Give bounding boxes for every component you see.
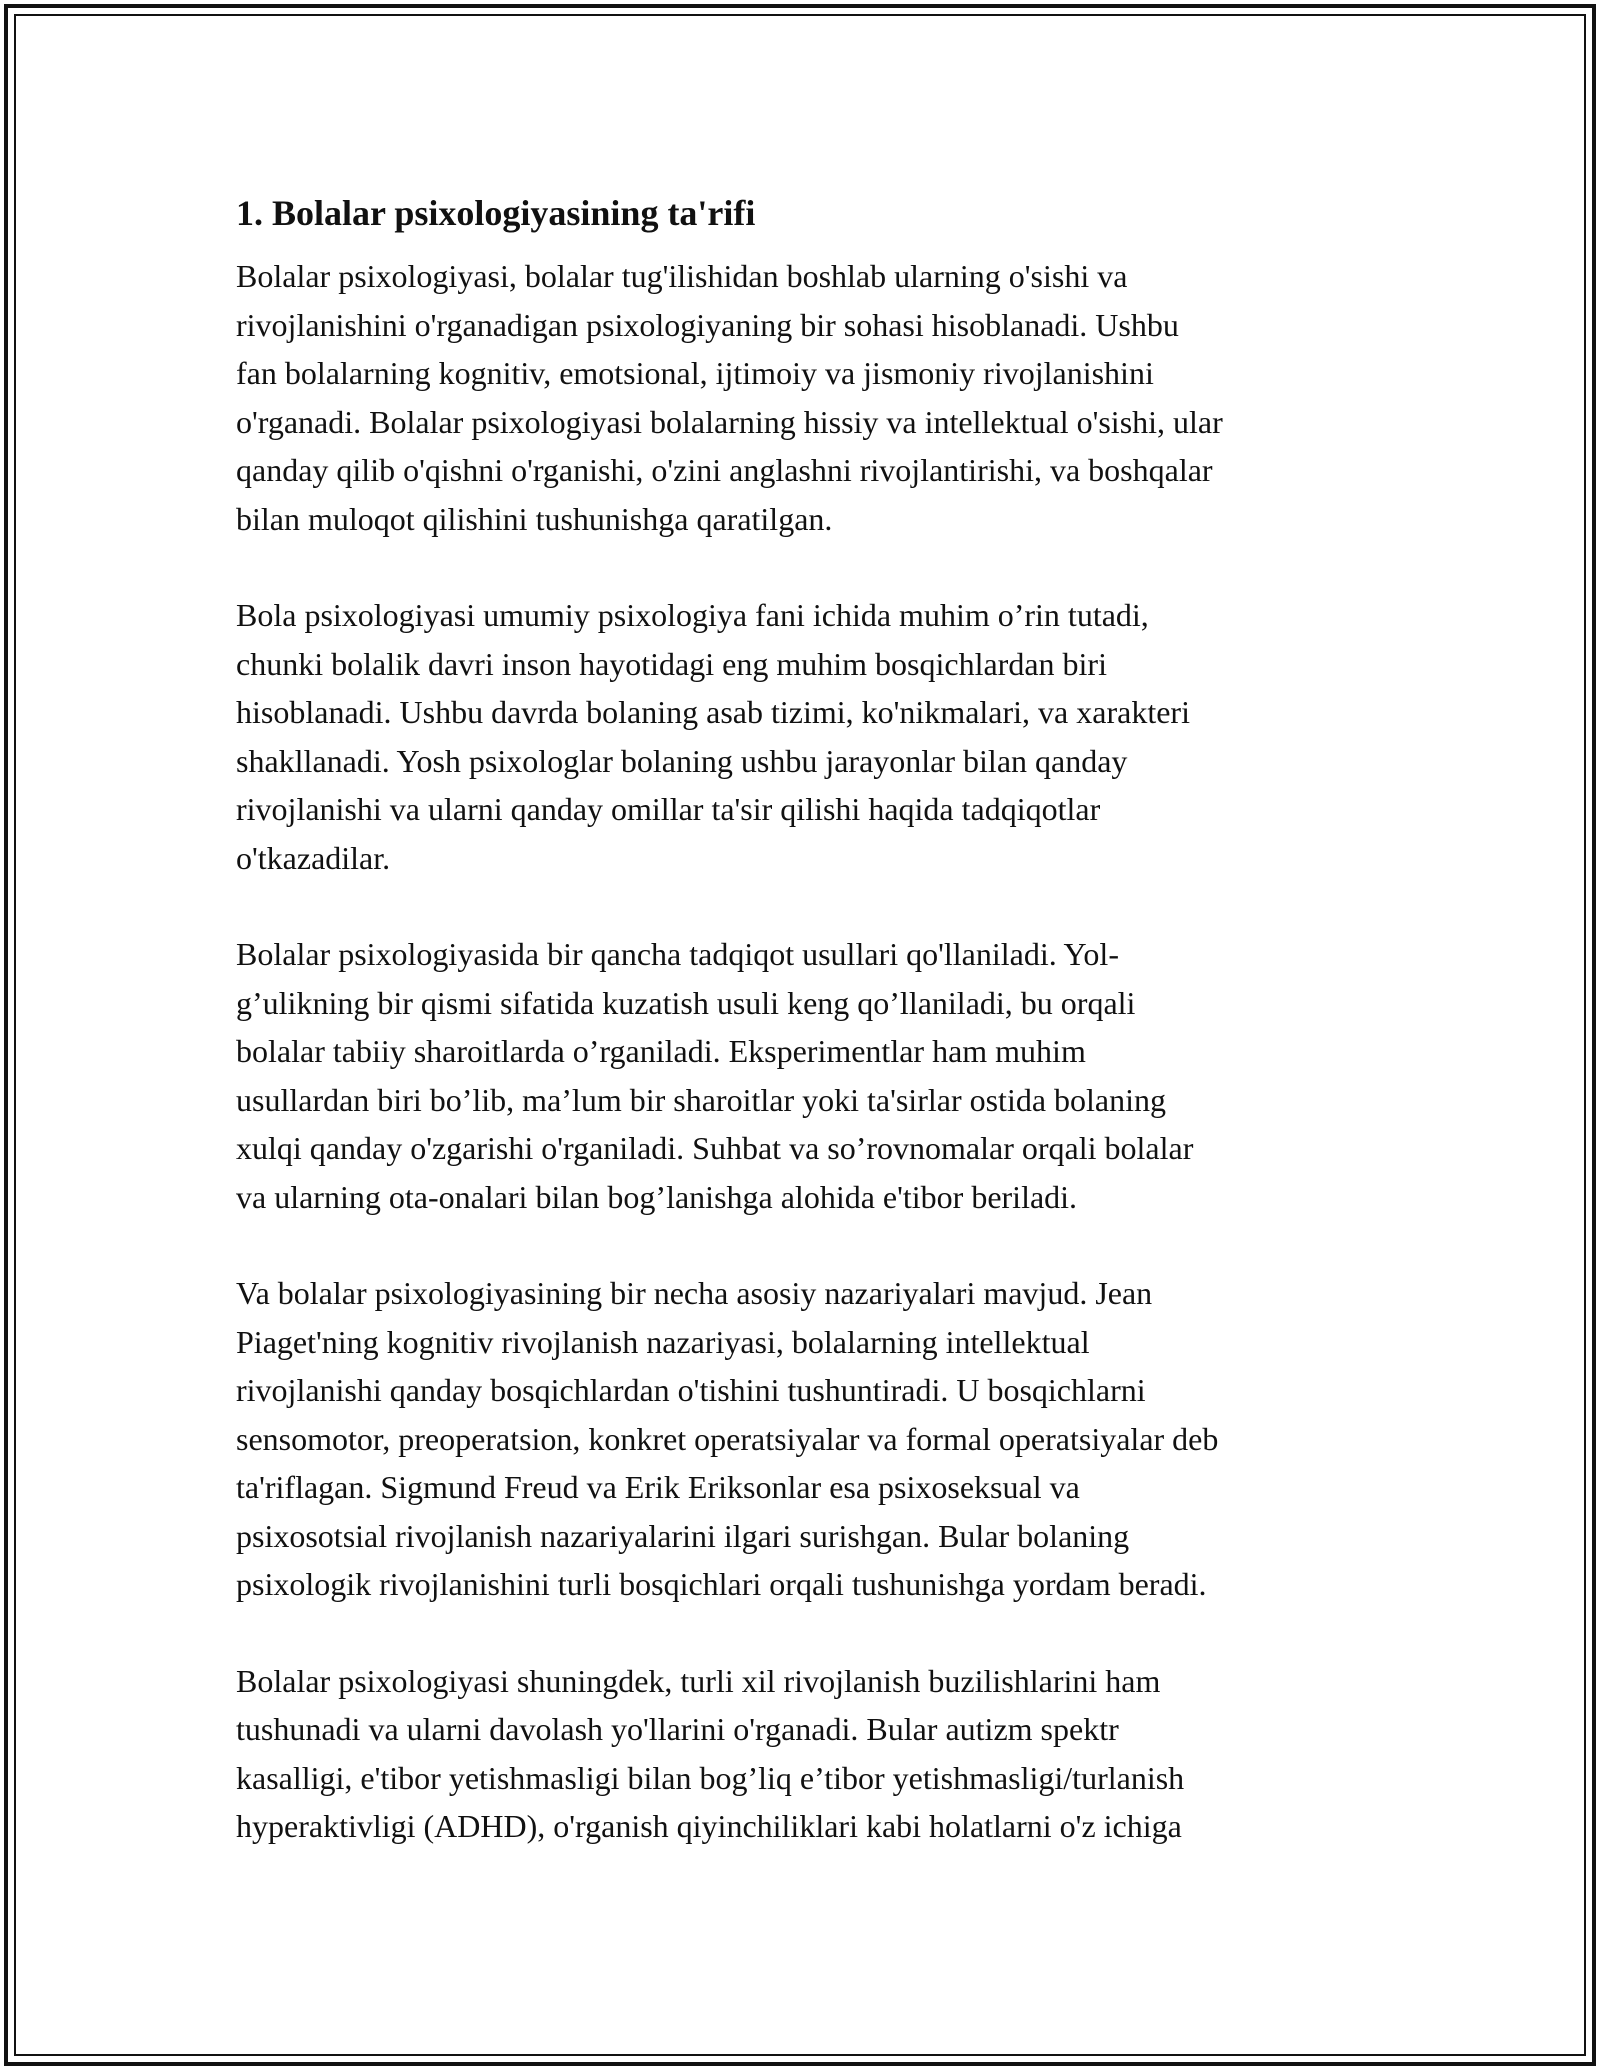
paragraph-definition: Bolalar psixologiyasi, bolalar tug'ilishidan boshlab ularning o'sishi va rivojlanishini o'rganadigan psixologiyaning bir sohasi hisoblanadi. Ushbu fan bolalarning kognitiv, emotsional, ijtimoiy va jismoniy rivojlanishini o'rganadi. Bolalar psixologiyasi bolalarning hissiy va intellektual o'sishi, ular qanday qilib o'qishni o'rganishi, o'zini anglashni rivojlantirishi, va boshqalar bilan muloqot qilishini tushunishga qaratilgan.: [236, 258, 1223, 537]
document-body: [236, 186, 1376, 1851]
paragraph-research-methods: Bolalar psixologiyasida bir qancha tadqiqot usullari qo'llaniladi. Yol- g’ulikning bir qismi sifatida kuzatish usuli keng qo’llaniladi, bu orqali bolalar tabiiy sharoitlarda o’rganiladi. Eksperimentlar ham muhim usullardan biri bo’lib, ma’lum bir sharoitlar yoki ta'sirlar ostida bolaning xulqi qanday o'zgarishi o'rganiladi. Suhbat va so’rovnomalar orqali bolalar va ularning ota-onalari bilan bog’lanishga alohida e'tibor beriladi.: [236, 936, 1194, 1215]
paragraph-importance: Bola psixologiyasi umumiy psixologiya fani ichida muhim o’rin tutadi, chunki bolalik davri inson hayotidagi eng muhim bosqichlardan biri hisoblanadi. Ushbu davrda bolaning asab tizimi, ko'nikmalari, va xarakteri shakllanadi. Yosh psixologlar bolaning ushbu jarayonlar bilan qanday rivojlanishi va ularni qanday omillar ta'sir qilishi haqida tadqiqotlar o'tkazadilar.: [236, 597, 1190, 876]
section-heading: 1. Bolalar psixologiyasining ta'rifi: [236, 193, 756, 233]
paragraph-theories: Va bolalar psixologiyasining bir necha asosiy nazariyalari mavjud. Jean Piaget'ning kognitiv rivojlanish nazariyasi, bolalarning intellektual rivojlanishi qanday bosqichlardan o'tishini tushuntiradi. U bosqichlarni sensomotor, preoperatsion, konkret operatsiyalar va formal operatsiyalar deb ta'riflagan. Sigmund Freud va Erik Eriksonlar esa psixoseksual va psixosotsial rivojlanish nazariyalarini ilgari surishgan. Bular bolaning psixologik rivojlanishini turli bosqichlari orqali tushunishga yordam beradi.: [236, 1275, 1219, 1602]
paragraph-disorders: Bolalar psixologiyasi shuningdek, turli xil rivojlanish buzilishlarini ham tushunadi va ularni davolash yo'llarini o'rganadi. Bular autizm spektr kasalligi, e'tibor yetishmasligi bilan bog’liq e’tibor yetishmasligi/turlanish hyperaktivligi (ADHD), o'rganish qiyinchiliklari kabi holatlarni o'z ichiga: [236, 1662, 1185, 1844]
